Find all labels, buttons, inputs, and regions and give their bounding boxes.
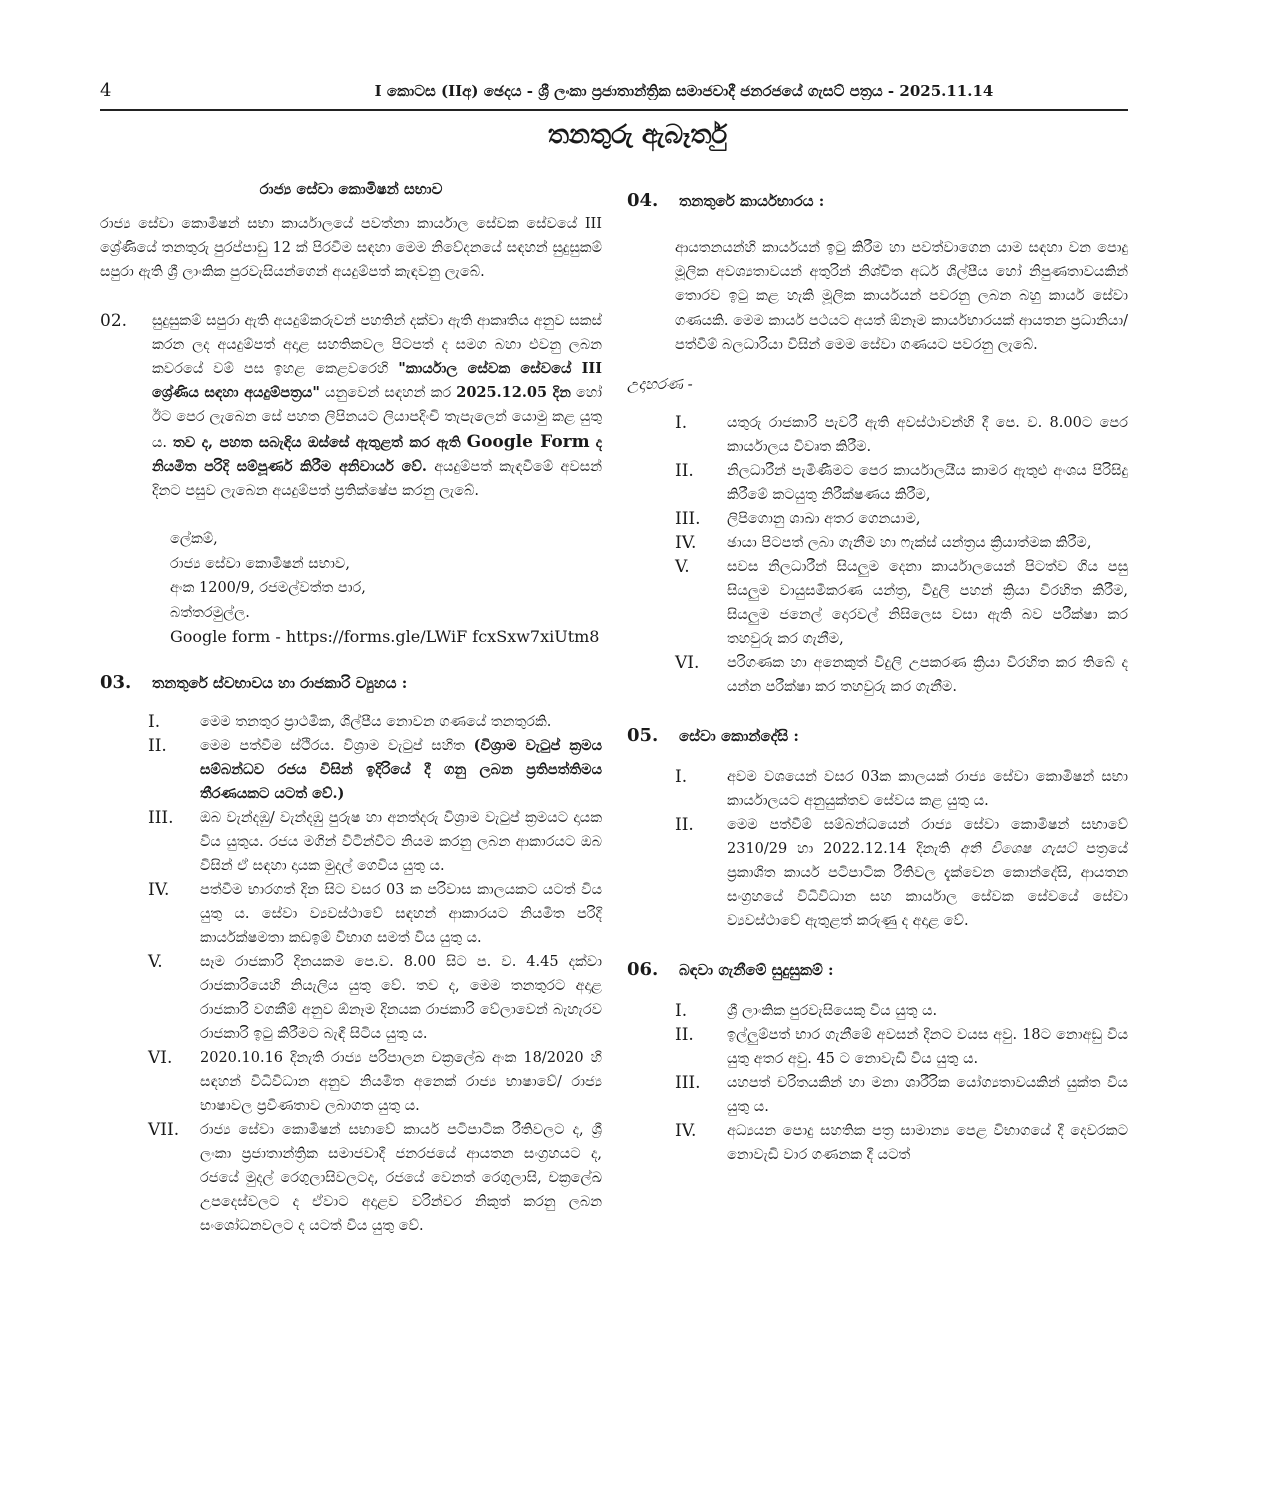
list-item [148,710,602,734]
s02-text-4: අයදුම්පත් කැඳවීමේ අවසන් දිනට පසුව ලැබෙන අයදුම්පත් ප්‍රතික්ෂේප කරනු ලැබේ. [152,458,602,500]
item-text: මෙම පත්වීම ස්ථිරය. විශ්‍රාම වැටුප් සහිත [200,737,465,754]
item-text: 2020.10.16 දිනැති රාජ්‍ය පරිපාලන චක්‍රලේඛ අංක 18/2020 හි සඳහන් විධිවිධාන අනුව නියමිත අනෙක් රාජ්‍ය භාෂාවේ/ රාජ්‍ය භාෂාවල ප්‍රවීණතාව ලබාගත යුතු ය. [200,1049,602,1114]
section-04-body: ආයතනයන්හි කාර්යයන් ඉටු කිරීම හා පවත්වාගෙන යාම සඳහා වන පොදු මූලික අවශ්‍යතාවයන් අතුරින් නිශ්චිත අර්ධ ශිල්පීය හෝ නිපුණතාවයකින් තොරව ඉටු කළ හැකි මූලික කාර්යයන් පවරනු ලබන බහු කාර්ය සේවා ගණයකි. මෙම කාර්ය පථයට අයත් ඕනෑම කාර්යභාරයක් ආයතන ප්‍රධානියා/පත්වීම් බලධාරියා විසින් මෙම සේවා ගණයට පවරනු ලැබේ. [675,240,1128,353]
item-numeral: V. [675,557,690,578]
examples-label: උදාහරණ - [627,375,693,394]
section-04-title: තනතුරේ කාර්යභාරය : [679,192,825,210]
section-04-list [627,411,1128,699]
list-item [675,999,1128,1023]
s02-text-1: සුදුසුකම් සපුරා ඇති අයදුම්කරුවන් පහතින් දක්වා ඇති ආකෘතිය අනුව සකස් කරන ලද අයදුම්පත් අදාළ සහතිකවල පිටපත් ද සමග බහා එවනු ලබන කවරයේ වම් පස ඉහළ කෙළවරෙහි [152,312,602,378]
section-03-title: තනතුරේ ස්වභාවය හා රාජකාරි ව්‍යුහය : [152,673,408,692]
section-05-list [627,765,1128,933]
item-text: අධ්‍යයන පොදු සහතික පත්‍ර සාමාන්‍ය පෙළ විභාගයේ දී දෙවරකට නොවැඩි වාර ගණනක දී යටත් [727,1123,1128,1164]
item-numeral: VII. [148,1119,180,1140]
address-line: ලේකම්, [170,531,218,548]
section-05-title: සේවා කොන්දේසි : [679,727,799,746]
s02-text-3: හෝ ඊට පෙර ලැබෙන සේ පහත ලිපිනයට ලියාපදිංචි තැපැලෙන් යොමු කළ යුතු ය. [152,385,603,451]
page-number: 4 [100,80,112,101]
item-numeral: II. [675,1025,694,1046]
item-text: ශ්‍රී ලාංකික පුරවැසියෙකු විය යුතු ය. [727,1003,938,1020]
item-text: ලිපිගොනු ශාඛා අතර ගෙනයාම, [727,511,921,528]
item-numeral: IV. [675,533,697,554]
section-03-heading [100,670,602,696]
page-header [100,80,1128,108]
list-item [675,1023,1128,1071]
item-numeral: II. [675,461,694,482]
item-text: යහපත් චරිතයකින් හා මනා ශාරීරික යෝග්‍යතාවයකින් යුක්ත විය යුතු ය. [727,1075,1128,1116]
section-02-number: 02. [100,310,128,331]
google-form-link[interactable]: Google form - https://forms.gle/LWiF fcxSxw7xiUtm8 [170,627,600,647]
s02-bold-b: ද නියමිත පරිදි සම්පූර්ණ කිරීම අනිවාර්ය වේ. [152,433,603,475]
item-numeral: II. [148,735,167,756]
item-text: ඉල්ලුම්පත් භාර ගැනීමේ අවසන් දිනට වයස අවු. 18ට නොඅඩු විය යුතු අතර අවු. 45 ට නොවැඩි විය යුතු ය. [727,1027,1128,1068]
s02-google-form: Google Form [466,431,590,452]
section-03-number: 03. [100,671,132,693]
page-title: තනතුරු ඇබෑර්තු [547,120,728,150]
org-heading: රාජ්‍ය සේවා කොමිෂන් සභාව [259,180,443,198]
item-numeral: V. [148,951,163,972]
item-numeral: I. [675,1001,688,1022]
section-04-heading [627,188,1128,214]
item-numeral: III. [148,807,174,828]
list-item [148,878,602,950]
section-06-title: බඳවා ගැනීමේ සුදුසුකම් : [679,961,834,980]
address-line: බත්තරමුල්ල. [170,604,250,621]
item-numeral: IV. [148,879,170,900]
list-item [675,411,1128,459]
section-06-list [627,999,1128,1167]
address-line: රාජ්‍ය සේවා කොමිෂන් සභාව, [170,555,350,572]
list-item [148,806,602,878]
item-text: මෙම තනතුර ප්‍රාථමික, ශිල්පීය නොවන ගණයේ තනතුරකි. [200,713,552,730]
list-item [675,651,1128,699]
running-title: I කොටස (IIඅ) ඡෙදය - ශ්‍රී ලංකා ප්‍රජාතාන්ත්‍රික සමාජවාදී ජනරජයේ ගැසට් පත්‍රය - 2025.11.14 [374,82,994,100]
list-item [148,950,602,1046]
list-item [675,1071,1128,1119]
list-item [675,507,1128,531]
item-numeral: I. [675,413,688,434]
item-text: ඡායා පිටපත් ලබා ගැනීම හා ෆැක්ස් යන්ත්‍රය ක්‍රියාත්මක කිරීම, [727,535,1092,552]
item-numeral: III. [675,1073,701,1094]
section-05-number: 05. [627,725,659,747]
left-column [100,180,602,1238]
section-04-number: 04. [627,190,659,211]
item-numeral: I. [675,767,688,788]
item-numeral: III. [675,509,701,530]
list-item [675,813,1128,933]
item-numeral: VI. [148,1047,173,1068]
item-text: පත්වීම භාරගත් දින සිට වසර 03 ක පරිවාස කාලයකට යටත් විය යුතු ය. සේවා ව්‍යවස්ථාවේ සඳහන් ආකාරයට නියමිත පරිදි කාර්යක්ෂමතා කඩඉම් විභාග සමත් විය යුතු ය. [200,881,602,946]
list-item [675,765,1128,813]
item-italic-text: අති විශෙෂ ගැසට් [960,841,1077,858]
list-item [675,459,1128,507]
right-column [627,188,1128,1167]
item-text: ඔබ වැන්දඹු/ වැන්දඹු පුරුෂ හා අනත්දරු විශ්‍රාම වැටුප් ක්‍රමයට දායක විය යුතුය. රජය මගින් විටින්විට නියම කරනු ලබන ආකාරයට ඔබ විසින් ඒ සඳහා දායක මුදල් ගෙවිය යුතු ය. [200,809,602,874]
item-text: පත්‍රයේ ප්‍රකාශිත කාර්ය පටිපාටික රීතිවල දැක්වෙන කොන්දේසි, ආයතන සංග්‍රහයේ විධිවිධාන සහ කාර්යාල සේවක සේවයේ සේවා ව්‍යවස්ථාවේ ඇතුළත් කරුණු ද අදාළ වේ. [727,841,1129,930]
item-bold-text: (විශ්‍රාම වැටුප් ක්‍රමය සම්බන්ධව රජය විසින් ඉදිරියේ දී ගනු ලබන ප්‍රතිපත්තිමය තීරණයකට යටත් වේ.) [200,736,603,802]
item-numeral: IV. [675,1121,697,1142]
list-item [148,1118,602,1238]
address-line: අංක 1200/9, රජමල්වත්ත පාර, [170,580,366,597]
header-rule [100,109,1128,111]
item-numeral: VI. [675,653,700,674]
item-text: අවම වශයෙන් වසර 03ක කාලයක් රාජ්‍ය සේවා කොමිෂන් සභා කාර්යාලයට අනුයුක්තව සේවය කළ යුතු ය. [727,769,1128,810]
item-numeral: I. [148,711,161,732]
item-text: රාජ්‍ය සේවා කොමිෂන් සභාවේ කාර්ය පටිපාටික රීතිවලට ද, ශ්‍රී ලංකා ප්‍රජාතාන්ත්‍රික සමාජවාදී ජනරජයේ ආයතන සංග්‍රහයට ද, රජයේ මුදල් රෙගුලාසිවලටද, රජයේ වෙනත් රෙගුලාසි, චක්‍රලේඛ උපදෙස්වලට ද ඒවාට අදාළව වරින්වර නිකුත් කරනු ලබන සංශෝධනවලට ද යටත් විය යුතු වේ. [200,1121,602,1234]
s02-form-title: "කාර්යාල සේවක සේවයේ III ශ්‍රේණිය සඳහා අයදුම්පත්‍රය" [152,360,602,402]
section-06-heading [627,957,1128,983]
item-numeral: II. [675,815,694,836]
s02-text-2: යනුවෙන් සඳහන් කර [325,385,452,402]
section-02 [100,309,602,504]
list-item [148,734,602,806]
list-item [675,531,1128,555]
list-item [675,1119,1128,1167]
s02-deadline: 2025.12.05 දින [456,384,571,402]
item-text: යතුරු රාජකාරි පැවරී ඇති අවස්ථාවන්හි දී පෙ. ව. 8.00ට පෙර කාර්යාලය විවෘත කිරීම. [727,415,1128,456]
item-text: පරිගණක හා අනෙකුත් විදුලි උපකරණ ක්‍රියා විරහිත කර තිබේ ද යන්න පරීක්ෂා කර තහවුරු කර ගැනීම. [727,655,1128,696]
item-text: සවස නිලධාරීන් සියලුම දෙනා කාර්යාලයෙන් පිටත්ව ගිය පසු සියලුම වායුසමීකරණ යන්ත්‍ර, විදුලි පහන් ක්‍රියා විරහිත කිරීම, සියලුම ජනෙල් දොරවල් නිසිලෙස වසා ඇති බව පරීක්ෂා කර තහවුරු කර ගැනීම, [727,559,1128,648]
section-06-number: 06. [627,959,659,981]
item-text: නිලධාරීන් පැමිණීමට පෙර කාර්යාලයීය කාමර ඇතුළු අංශය පිරිසිදු කිරීමේ කටයුතු නිරීක්ෂණය කිරීම, [727,463,1128,504]
section-05-heading [627,723,1128,749]
section-03-list [100,710,602,1238]
list-item [675,555,1128,651]
intro-paragraph: රාජ්‍ය සේවා කොමිෂන් සභා කාර්යාලයේ පවත්නා කාර්යාල සේවක සේවයේ III ශ්‍රේණියේ තනතුරු පුරප්පාඩු 12 ක් පිරවීම සඳහා මෙම නිවේදනයේ සඳහන් සුදුසුකම් සපුරා ඇති ශ්‍රී ලාංකික පුරවැසියන්ගෙන් අයදුම්පත් කැඳවනු ලැබේ. [100,216,602,281]
s02-bold-a: තව ද, පහත සබැඳිය ඔස්සේ ඇතුළත් කර ඇති [173,433,461,451]
list-item [148,1046,602,1118]
postal-address [100,527,602,650]
item-text: සෑම රාජකාරි දිනයකම පෙ.ව. 8.00 සිට ප. ව. 4.45 දක්වා රාජකාරියෙහි නියැලිය යුතු වේ. තව ද, මෙම තනතුරට අදාළ රාජකාරි වගකීම් අනුව ඕනෑම දිනයක රාජකාරි වේලාවෙන් බැහැරව රාජකාරි ඉටු කිරීමට බැඳී සිටිය යුතු ය. [200,953,602,1042]
item-text: මෙම පත්වීම් සම්බන්ධයෙන් රාජ්‍ය සේවා කොමිෂන් සභාවේ 2310/29 හා 2022.12.14 දිනැති [727,817,1128,858]
